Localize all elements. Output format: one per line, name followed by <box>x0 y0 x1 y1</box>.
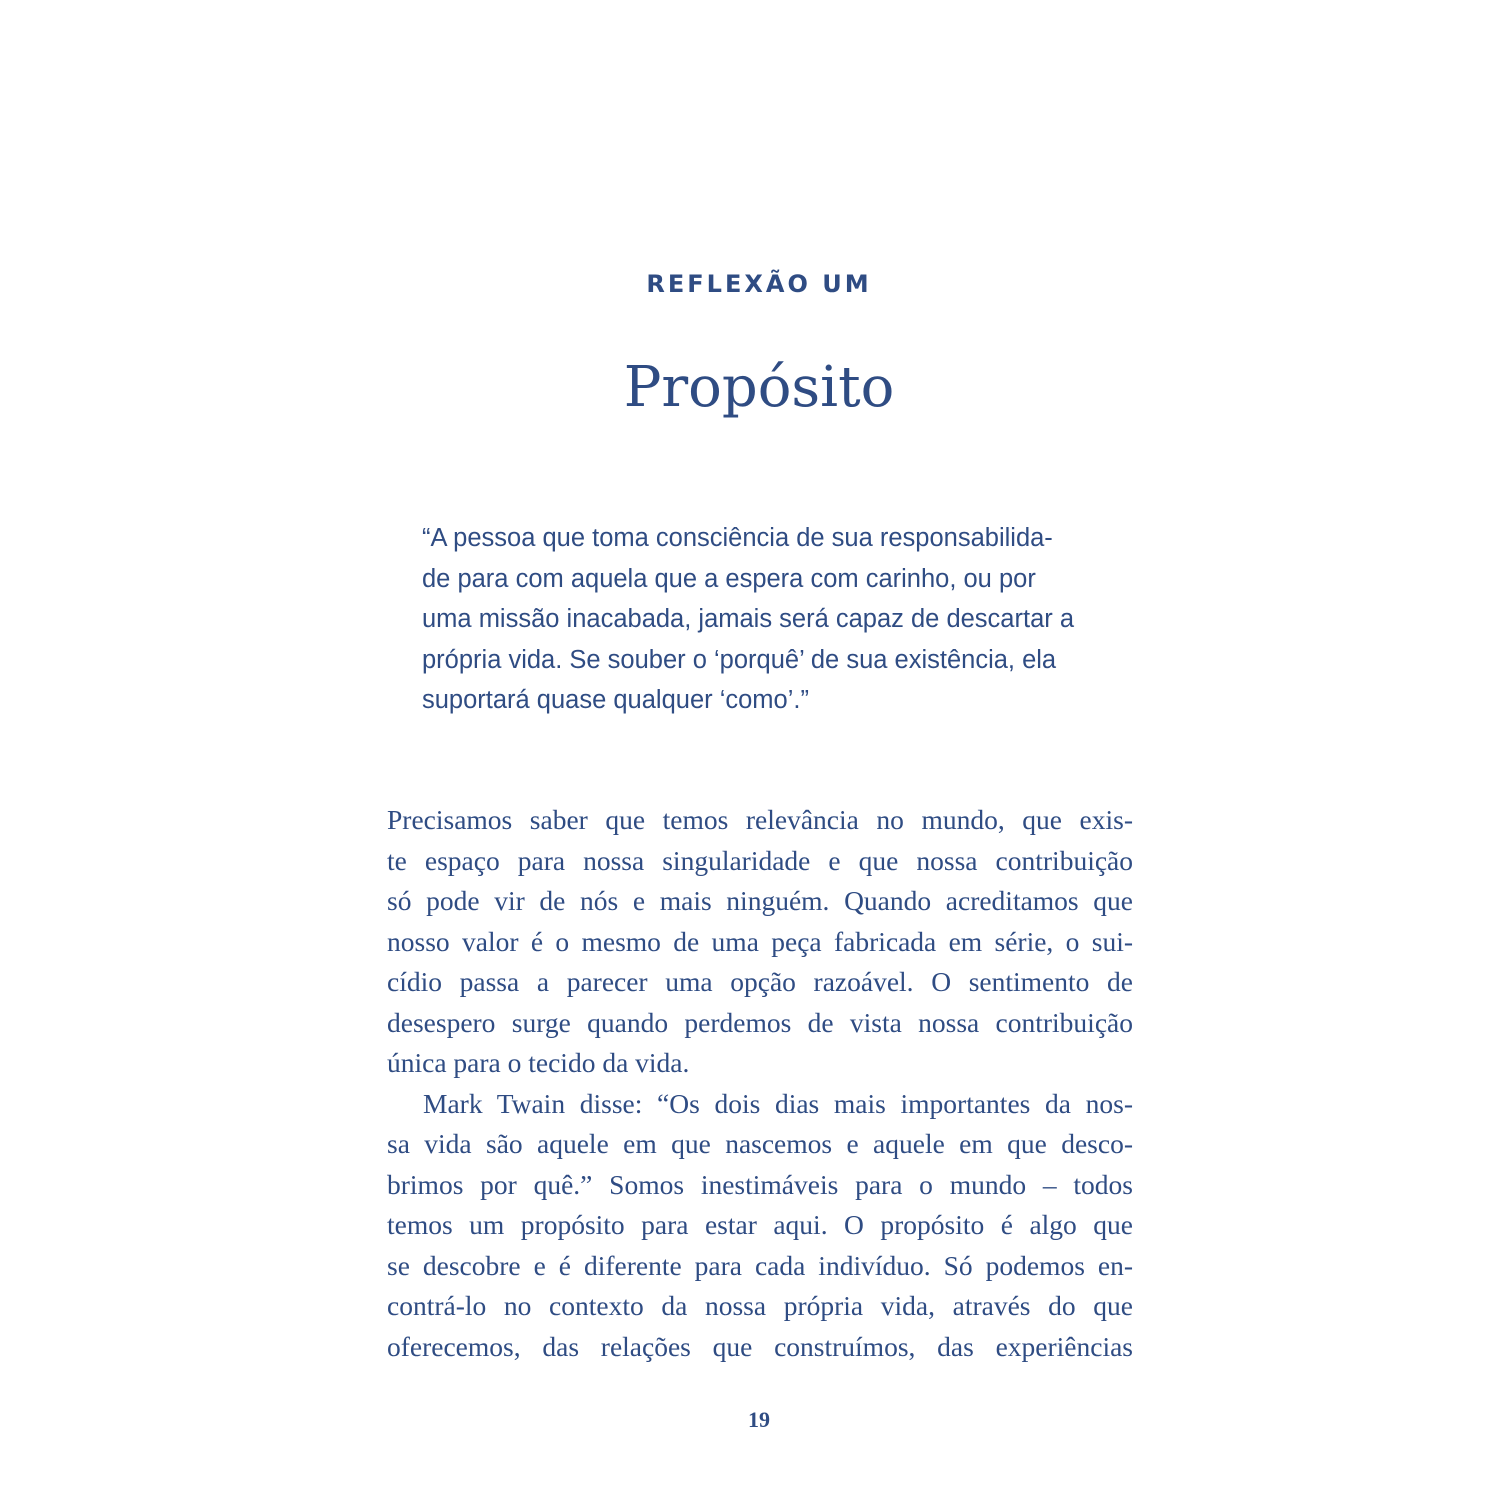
paragraph-1 <box>387 800 1133 1084</box>
body-line: Precisamos saber que temos relevância no mundo, que exis- <box>387 804 1133 835</box>
body-line: temos um propósito para estar aqui. O propósito é algo que <box>387 1209 1133 1240</box>
body-line: sa vida são aquele em que nascemos e aquele em que desco- <box>387 1128 1133 1159</box>
body-line: te espaço para nossa singularidade e que nossa contribuição <box>387 844 1133 876</box>
body-line: desespero surge quando perdemos de vista nossa contribuição <box>387 1006 1133 1038</box>
paragraph-2 <box>387 1084 1133 1368</box>
body-line: só pode vir de nós e mais ninguém. Quando acreditamos que <box>387 885 1133 916</box>
body-line: oferecemos, das relações que construímos, das experiências <box>387 1330 1133 1362</box>
epigraph-line: própria vida. Se souber o ‘porquê’ de sua existência, ela <box>422 645 1057 674</box>
page-number: 19 <box>748 1407 770 1432</box>
body-line: única para o tecido da vida. <box>387 1047 690 1078</box>
chapter-title: Propósito <box>623 355 895 420</box>
body-line: brimos por quê.” Somos inestimáveis para o mundo – todos <box>387 1168 1133 1200</box>
epigraph-line: “A pessoa que toma consciência de sua responsabilida- <box>422 524 1053 552</box>
body-line: cídio passa a parecer uma opção razoável. O sentimento de <box>387 966 1133 997</box>
body-text <box>387 800 1133 1367</box>
chapter-kicker: REFLEXÃO UM <box>646 270 872 298</box>
epigraph-quote <box>422 518 1102 721</box>
body-line: nosso valor é o mesmo de uma peça fabricada em série, o sui- <box>387 925 1133 957</box>
body-line: se descobre e é diferente para cada indivíduo. Só podemos en- <box>387 1249 1133 1281</box>
body-line: contrá-lo no contexto da nossa própria vida, através do que <box>387 1290 1133 1321</box>
epigraph-line: de para com aquela que a espera com carinho, ou por <box>422 564 1036 593</box>
body-line: Mark Twain disse: “Os dois dias mais importantes da nos- <box>423 1087 1133 1119</box>
epigraph-line: uma missão inacabada, jamais será capaz de descartar a <box>422 605 1075 633</box>
epigraph-line: suportará quase qualquer ‘como’.” <box>422 686 809 714</box>
